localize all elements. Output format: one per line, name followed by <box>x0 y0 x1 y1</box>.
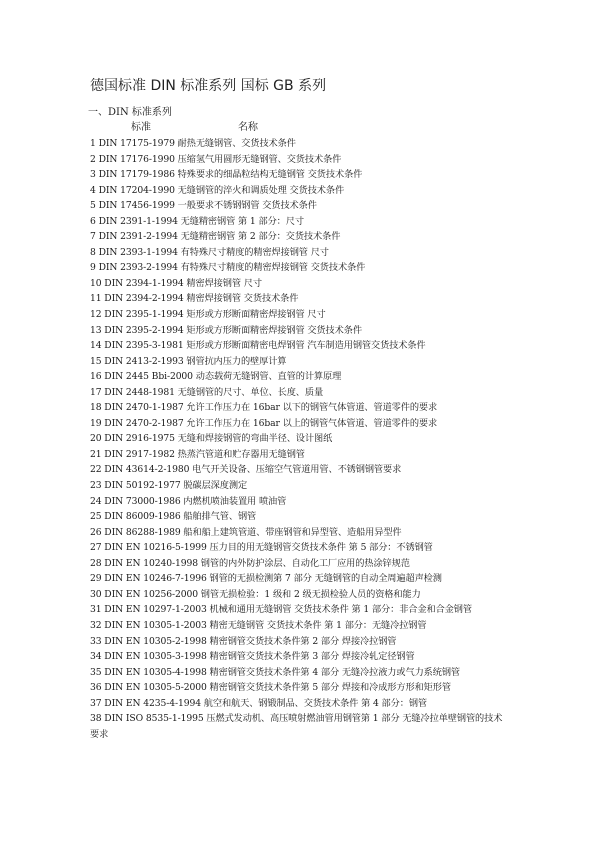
list-item <box>90 494 510 510</box>
list-item <box>90 540 510 556</box>
standard-code: 22 DIN 43614-2-1980 <box>90 464 190 476</box>
list-item <box>90 152 510 168</box>
list-item <box>90 354 510 370</box>
list-item <box>90 711 510 742</box>
standards-list <box>90 136 510 742</box>
standard-code: 2 DIN 17176-1990 <box>90 153 175 165</box>
standard-code: 17 DIN 2448-1981 <box>90 386 175 398</box>
list-item <box>90 307 510 323</box>
standard-code: 37 DIN EN 4235-4-1994 <box>90 697 201 709</box>
list-item <box>90 431 510 447</box>
standard-name: 精密焊接钢管 尺寸 <box>186 277 262 289</box>
standard-code: 19 DIN 2470-2-1987 <box>90 417 184 429</box>
standard-name: 无缝钢管的尺寸、单位、长度、质量 <box>177 386 324 398</box>
standard-name: 钢管抗内压力的壁厚计算 <box>186 355 287 367</box>
standard-code: 14 DIN 2395-3-1981 <box>90 340 184 352</box>
standard-code: 25 DIN 86009-1986 <box>90 511 181 523</box>
list-item <box>90 183 510 199</box>
standard-name: 无缝精密钢管 第 1 部分：尺寸 <box>180 215 304 227</box>
standard-code: 9 DIN 2393-2-1994 <box>90 262 178 274</box>
standard-code: 16 DIN 2445 Bbi-2000 <box>90 371 193 383</box>
standard-code: 24 DIN 73000-1986 <box>90 495 181 507</box>
standard-code: 1 DIN 17175-1979 <box>90 138 175 149</box>
standard-code: 28 DIN EN 10240-1998 <box>90 557 198 569</box>
standard-code: 38 DIN ISO 8535-1-1995 <box>90 713 204 725</box>
list-item <box>90 291 510 307</box>
list-item <box>90 602 510 618</box>
list-item <box>90 680 510 696</box>
standard-name: 允许工作压力在 16bar 以上的钢管气体管道、管道零件的要求 <box>186 417 438 429</box>
page-title: 德国标准 DIN 标准系列 国标 GB 系列 <box>90 78 327 94</box>
standard-code: 32 DIN EN 10305-1-2003 <box>90 619 207 631</box>
standard-name: 脱碳层深度测定 <box>183 480 248 492</box>
standard-code: 12 DIN 2395-1-1994 <box>90 309 184 321</box>
list-item <box>90 245 510 261</box>
list-item <box>90 556 510 572</box>
standard-name: 无缝精密钢管 第 2 部分：交货技术条件 <box>180 231 341 243</box>
standard-name: 压燃式发动机、高压喷射燃油管用钢管第 1 部分 无缝冷拉单壁钢管的技术要求 <box>90 713 503 740</box>
standard-name: 耐热无缝钢管、交货技术条件 <box>177 138 296 149</box>
standard-name: 无缝钢管的淬火和调质处理 交货技术条件 <box>177 184 345 196</box>
list-item <box>90 136 510 152</box>
standard-name: 船舶排气管、钢管 <box>183 511 257 523</box>
standard-code: 20 DIN 2916-1975 <box>90 433 175 445</box>
standard-code: 8 DIN 2393-1-1994 <box>90 246 178 258</box>
standard-code: 18 DIN 2470-1-1987 <box>90 402 184 414</box>
standard-name: 航空和航天、钢锻制品、交货技术条件 第 4 部分：钢管 <box>203 697 427 709</box>
standard-code: 26 DIN 86288-1989 <box>90 526 181 538</box>
list-item <box>90 369 510 385</box>
standard-name: 电气开关设备、压缩空气管道用管、不锈钢钢管要求 <box>192 464 402 476</box>
standard-code: 30 DIN EN 10256-2000 <box>90 588 198 600</box>
list-item <box>90 509 510 525</box>
list-item <box>90 462 510 478</box>
list-item <box>90 214 510 230</box>
standard-code: 33 DIN EN 10305-2-1998 <box>90 635 207 647</box>
standard-code: 35 DIN EN 10305-4-1998 <box>90 666 207 678</box>
standard-name: 有特殊尺寸精度的精密焊接钢管 尺寸 <box>180 246 329 258</box>
standard-name: 有特殊尺寸精度的精密焊接钢管 交货技术条件 <box>180 262 366 274</box>
standard-code: 31 DIN EN 10297-1-2003 <box>90 604 207 616</box>
standard-name: 精密钢管交货技术条件第 3 部分 焊接冷轧定径钢管 <box>209 651 415 663</box>
list-item <box>90 587 510 603</box>
standard-name: 允许工作压力在 16bar 以下的钢管气体管道、管道零件的要求 <box>186 402 438 414</box>
standard-name: 精密无缝钢管 交货技术条件 第 1 部分：无缝冷拉钢管 <box>209 619 427 631</box>
standard-code: 36 DIN EN 10305-5-2000 <box>90 682 207 694</box>
column-header-name: 名称 <box>238 122 258 133</box>
list-item <box>90 198 510 214</box>
standard-code: 27 DIN EN 10216-5-1999 <box>90 542 207 554</box>
standard-name: 无缝和焊接钢管的弯曲半径、设计图纸 <box>177 433 333 445</box>
list-item <box>90 525 510 541</box>
standard-name: 精密焊接钢管 交货技术条件 <box>186 293 299 305</box>
standard-name: 一般要求不锈钢钢管 交货技术条件 <box>177 200 317 212</box>
standard-name: 钢管的无损检测第 7 部分 无缝钢管的自动全周遍超声检测 <box>209 573 442 585</box>
standard-code: 7 DIN 2391-2-1994 <box>90 231 178 243</box>
standard-name: 机械和通用无缝钢管 交货技术条件 第 1 部分：非合金和合金钢管 <box>209 604 472 616</box>
standard-name: 矩形或方形断面精密焊接钢管 交货技术条件 <box>186 324 362 336</box>
standard-name: 钢管的内外防护涂层、自动化工厂应用的热涂锌规范 <box>200 557 410 569</box>
list-item <box>90 478 510 494</box>
standard-name: 精密钢管交货技术条件第 4 部分 无缝冷拉液力或气力系统钢管 <box>209 666 461 678</box>
column-header-standard: 标准 <box>131 122 151 133</box>
list-item <box>90 260 510 276</box>
list-item <box>90 323 510 339</box>
list-item <box>90 649 510 665</box>
standard-name: 特殊要求的细晶粒结构无缝钢管 交货技术条件 <box>177 169 363 181</box>
standard-code: 10 DIN 2394-1-1994 <box>90 277 184 289</box>
list-item <box>90 229 510 245</box>
list-item <box>90 618 510 634</box>
standard-code: 6 DIN 2391-1-1994 <box>90 215 178 227</box>
standard-code: 21 DIN 2917-1982 <box>90 448 175 460</box>
standard-name: 钢管无损检验：1 级和 2 级无损检验人员的资格和能力 <box>200 588 421 600</box>
list-item <box>90 416 510 432</box>
standard-name: 精密钢管交货技术条件第 5 部分 焊接和冷成形方形和矩形管 <box>209 682 451 694</box>
list-item <box>90 338 510 354</box>
standard-name: 矩形或方形断面精密电焊钢管 汽车制造用钢管交货技术条件 <box>186 340 426 352</box>
standard-code: 4 DIN 17204-1990 <box>90 184 175 196</box>
list-item <box>90 634 510 650</box>
standard-code: 13 DIN 2395-2-1994 <box>90 324 184 336</box>
standard-code: 3 DIN 17179-1986 <box>90 169 175 181</box>
standard-code: 23 DIN 50192-1977 <box>90 480 181 492</box>
standard-name: 动态载荷无缝钢管、直管的计算原理 <box>195 371 342 383</box>
standard-name: 压缩氢气用圆形无缝钢管、交货技术条件 <box>177 153 342 165</box>
standard-code: 29 DIN EN 10246-7-1996 <box>90 573 207 585</box>
standard-name: 压力目的用无缝钢管交货技术条件 第 5 部分：不锈钢管 <box>209 542 433 554</box>
list-item <box>90 400 510 416</box>
standard-code: 5 DIN 17456-1999 <box>90 200 175 212</box>
list-item <box>90 696 510 712</box>
section-heading: 一、DIN 标准系列 <box>88 107 172 118</box>
list-item <box>90 167 510 183</box>
list-item <box>90 276 510 292</box>
standard-name: 精密钢管交货技术条件第 2 部分 焊接冷拉钢管 <box>209 635 397 647</box>
standard-name: 船和船上建筑管道、带座钢管和异型管、造船用异型件 <box>183 526 402 538</box>
standard-code: 15 DIN 2413-2-1993 <box>90 355 184 367</box>
standard-code: 11 DIN 2394-2-1994 <box>90 293 184 305</box>
standard-code: 34 DIN EN 10305-3-1998 <box>90 651 207 663</box>
list-item <box>90 665 510 681</box>
standard-name: 内燃机喷油装置用 喷油管 <box>183 495 287 507</box>
list-item <box>90 385 510 401</box>
standard-name: 矩形或方形断面精密焊接钢管 尺寸 <box>186 309 326 321</box>
standard-name: 热蒸汽管道和贮存器用无缝钢管 <box>177 448 305 460</box>
list-item <box>90 447 510 463</box>
list-item <box>90 571 510 587</box>
